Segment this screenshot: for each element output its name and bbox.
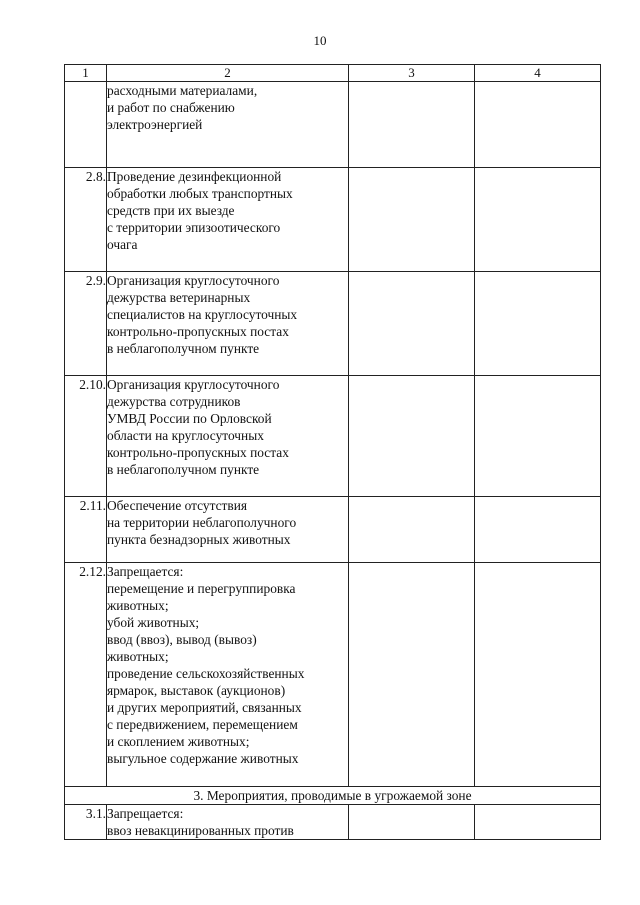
text-line: Организация круглосуточного <box>107 273 280 288</box>
empty-cell <box>349 82 475 168</box>
page-number: 10 <box>313 33 327 48</box>
text-line: Запрещается: <box>107 806 184 821</box>
section-row <box>65 787 601 805</box>
text-line: ввоз невакцинированных против <box>107 823 294 838</box>
empty-cell <box>349 376 475 497</box>
text-line: расходными материалами, <box>107 83 258 98</box>
text-line: обработки любых транспортных <box>107 186 293 201</box>
item-text <box>107 563 349 787</box>
text-line: дежурства сотрудников <box>107 394 241 409</box>
measures-table <box>64 64 601 840</box>
item-number: 2.12. <box>65 563 107 787</box>
text-line: специалистов на круглосуточных <box>107 307 298 322</box>
text-line: с территории эпизоотического <box>107 220 281 235</box>
item-text <box>107 168 349 272</box>
empty-cell <box>349 168 475 272</box>
text-line: Обеспечение отсутствия <box>107 498 248 513</box>
text-line: электроэнергией <box>107 117 203 132</box>
text-line: в неблагополучном пункте <box>107 462 260 477</box>
item-text <box>107 497 349 563</box>
empty-cell <box>475 563 601 787</box>
item-number: 2.9. <box>65 272 107 376</box>
table-row <box>65 805 601 840</box>
text-line: и работ по снабжению <box>107 100 235 115</box>
empty-cell <box>475 168 601 272</box>
text-line: Проведение дезинфекционной <box>107 169 282 184</box>
text-line: контрольно-пропускных постах <box>107 445 289 460</box>
column-number-2: 2 <box>107 65 349 82</box>
text-line: убой животных; <box>107 615 200 630</box>
text-line: Организация круглосуточного <box>107 377 280 392</box>
column-number-4: 4 <box>475 65 601 82</box>
text-line: средств при их выезде <box>107 203 235 218</box>
empty-cell <box>349 805 475 840</box>
text-line: дежурства ветеринарных <box>107 290 251 305</box>
text-line: пункта безнадзорных животных <box>107 532 291 547</box>
text-line: животных; <box>107 598 169 613</box>
text-line: ярмарок, выставок (аукционов) <box>107 683 286 698</box>
empty-cell <box>475 376 601 497</box>
item-text <box>107 82 349 168</box>
empty-cell <box>475 497 601 563</box>
text-line: очага <box>107 237 138 252</box>
column-number-row <box>65 65 601 82</box>
section-title: 3. Мероприятия, проводимые в угрожаемой зоне <box>65 787 601 805</box>
table-row <box>65 376 601 497</box>
empty-cell <box>475 272 601 376</box>
text-line: и других мероприятий, связанных <box>107 700 302 715</box>
item-text <box>107 272 349 376</box>
text-line: контрольно-пропускных постах <box>107 324 289 339</box>
item-number: 2.8. <box>65 168 107 272</box>
empty-cell <box>349 497 475 563</box>
text-line: животных; <box>107 649 169 664</box>
empty-cell <box>475 805 601 840</box>
table-row <box>65 168 601 272</box>
text-line: области на круглосуточных <box>107 428 264 443</box>
text-line: ввод (ввоз), вывод (вывоз) <box>107 632 257 647</box>
item-number <box>65 82 107 168</box>
table-row <box>65 82 601 168</box>
table-row <box>65 497 601 563</box>
text-line: и скоплением животных; <box>107 734 250 749</box>
text-line: на территории неблагополучного <box>107 515 297 530</box>
item-number: 3.1. <box>65 805 107 840</box>
item-number: 2.11. <box>65 497 107 563</box>
text-line: с передвижением, перемещением <box>107 717 298 732</box>
text-line: Запрещается: <box>107 564 184 579</box>
item-text <box>107 805 349 840</box>
text-line: перемещение и перегруппировка <box>107 581 296 596</box>
empty-cell <box>349 272 475 376</box>
text-line: выгульное содержание животных <box>107 751 299 766</box>
text-line: УМВД России по Орловской <box>107 411 272 426</box>
table-row <box>65 563 601 787</box>
column-number-1: 1 <box>65 65 107 82</box>
text-line: в неблагополучном пункте <box>107 341 260 356</box>
text-line: проведение сельскохозяйственных <box>107 666 305 681</box>
empty-cell <box>475 82 601 168</box>
empty-cell <box>349 563 475 787</box>
item-number: 2.10. <box>65 376 107 497</box>
column-number-3: 3 <box>349 65 475 82</box>
table-row <box>65 272 601 376</box>
item-text <box>107 376 349 497</box>
